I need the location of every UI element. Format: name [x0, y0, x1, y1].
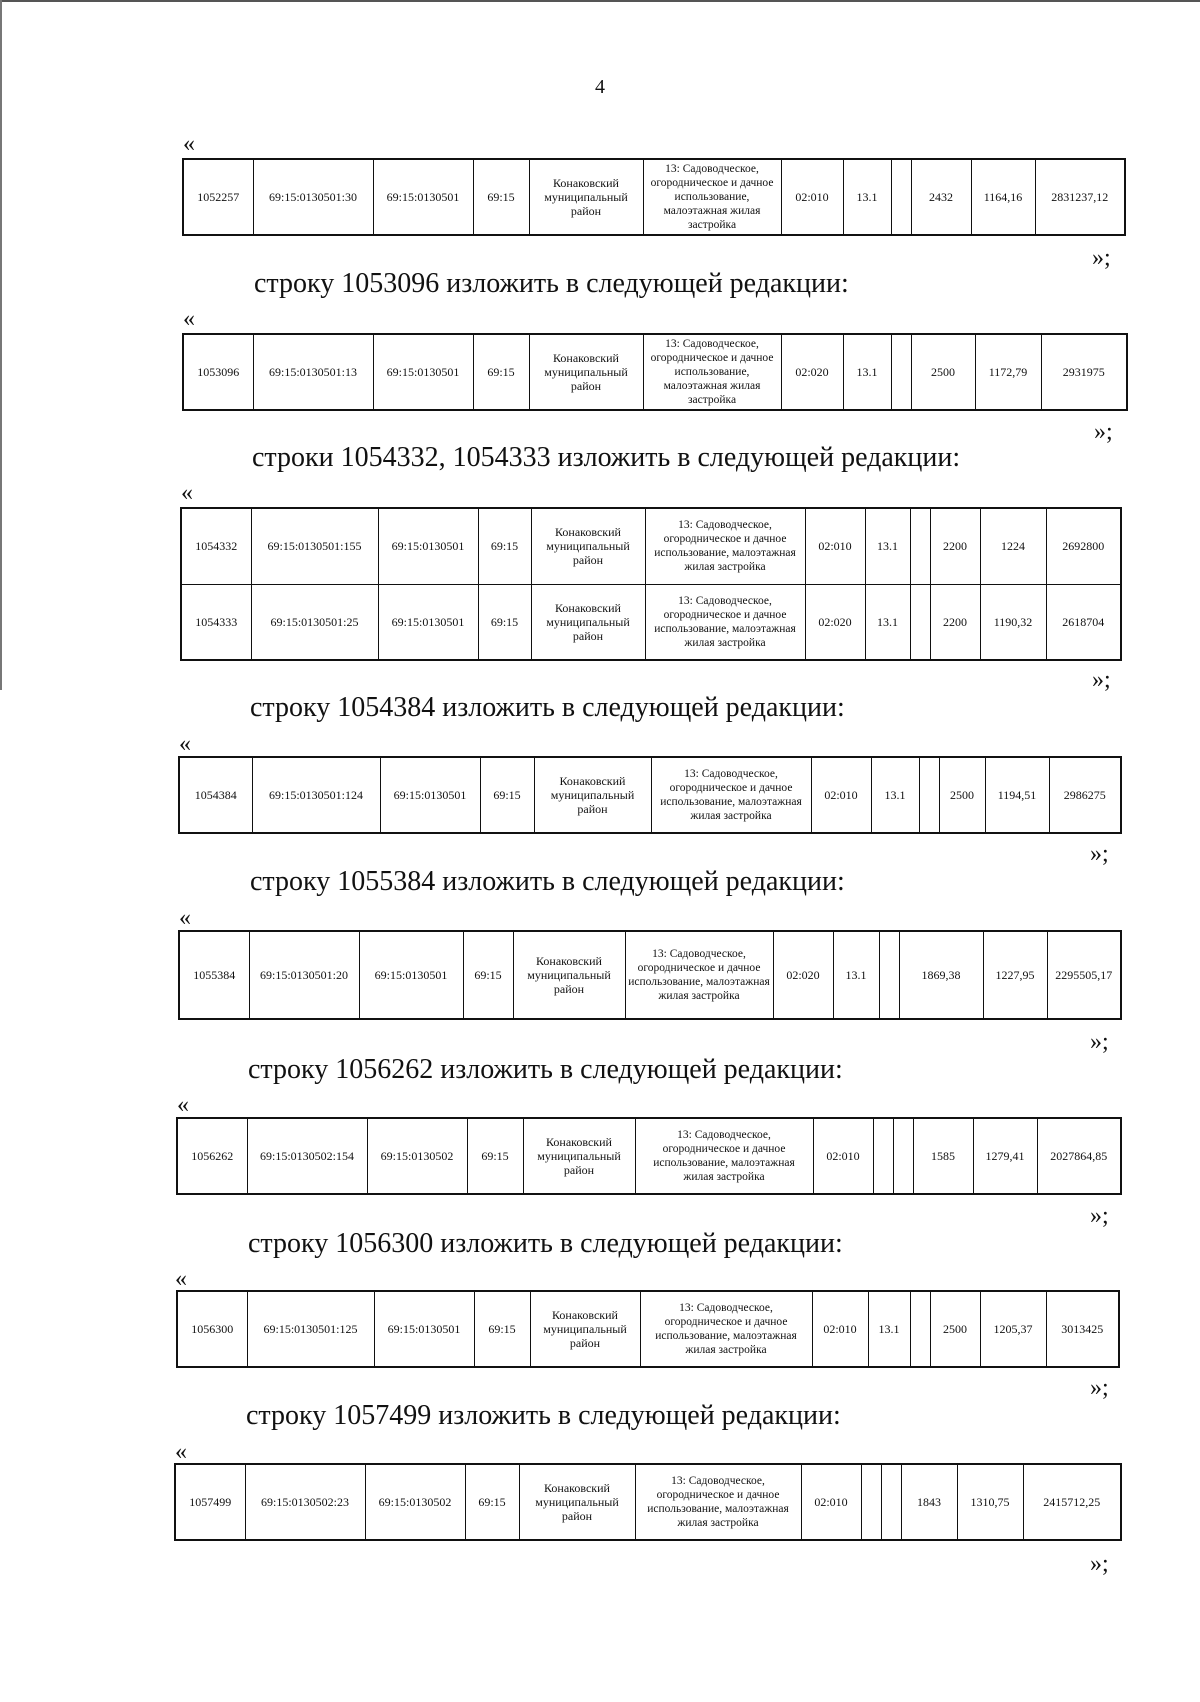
cadastral-number: 69:15:0130501:25 — [251, 584, 378, 660]
land-use: 13: Садоводческое, огородническое и дачное использование, малоэтажная жилая застройка — [645, 508, 805, 584]
cadastral-value: 2831237,12 — [1035, 159, 1125, 235]
row-number: 1055384 — [179, 931, 249, 1019]
cadastral-value: 3013425 — [1046, 1291, 1119, 1367]
cost-code: 02:020 — [773, 931, 833, 1019]
district-code: 69:15 — [478, 584, 531, 660]
district-code: 69:15 — [467, 1118, 523, 1194]
group-code: 13.1 — [843, 159, 891, 235]
cost-code: 02:020 — [781, 334, 843, 410]
opening-quote: « — [177, 1092, 189, 1118]
table-row — [183, 159, 1125, 235]
land-use: 13: Садоводческое, огородническое и дачное использование, малоэтажная жилая застройка — [643, 159, 781, 235]
group-code — [861, 1464, 881, 1540]
table-row — [181, 584, 1121, 660]
empty-cell — [891, 159, 911, 235]
cadastral-value: 2027864,85 — [1037, 1118, 1121, 1194]
table-row — [179, 931, 1121, 1019]
row-number: 1054333 — [181, 584, 251, 660]
closing-quote: »; — [1090, 841, 1109, 867]
closing-quote: »; — [1090, 1203, 1109, 1229]
group-code — [873, 1118, 893, 1194]
specific-value: 1310,75 — [957, 1464, 1023, 1540]
closing-quote: »; — [1094, 419, 1113, 445]
cadastral-quarter: 69:15:0130501 — [373, 334, 473, 410]
cadastral-quarter: 69:15:0130501 — [380, 757, 480, 833]
empty-cell — [910, 584, 930, 660]
empty-cell — [910, 508, 930, 584]
amendment-table — [176, 1290, 1120, 1368]
table-row — [177, 1291, 1119, 1367]
specific-value: 1190,32 — [980, 584, 1046, 660]
cadastral-quarter: 69:15:0130501 — [378, 508, 478, 584]
land-area: 1585 — [913, 1118, 973, 1194]
opening-quote: « — [175, 1266, 187, 1292]
amendment-table — [182, 158, 1126, 236]
section-heading: строку 1056300 изложить в следующей редакции: — [248, 1228, 843, 1259]
row-number: 1053096 — [183, 334, 253, 410]
section-heading: строку 1056262 изложить в следующей редакции: — [248, 1054, 843, 1085]
section-heading: строку 1053096 изложить в следующей редакции: — [254, 268, 849, 299]
land-area: 2432 — [911, 159, 971, 235]
cadastral-value: 2692800 — [1046, 508, 1121, 584]
cadastral-value: 2986275 — [1049, 757, 1121, 833]
specific-value: 1172,79 — [975, 334, 1041, 410]
amendment-table — [174, 1463, 1122, 1541]
row-number: 1057499 — [175, 1464, 245, 1540]
opening-quote: « — [183, 306, 195, 332]
land-use: 13: Садоводческое, огородническое и дачное использование, малоэтажная жилая застройка — [635, 1118, 813, 1194]
row-number: 1054332 — [181, 508, 251, 584]
group-code: 13.1 — [865, 508, 910, 584]
district-code: 69:15 — [463, 931, 513, 1019]
amendment-table — [178, 756, 1122, 834]
table-row — [175, 1464, 1121, 1540]
cadastral-number: 69:15:0130501:125 — [247, 1291, 374, 1367]
cadastral-quarter: 69:15:0130502 — [365, 1464, 465, 1540]
land-use: 13: Садоводческое, огородническое и дачное использование, малоэтажная жилая застройка — [645, 584, 805, 660]
page-number: 4 — [595, 76, 605, 98]
cadastral-quarter: 69:15:0130502 — [367, 1118, 467, 1194]
district-name: Конаковский муниципальный район — [534, 757, 651, 833]
land-use: 13: Садоводческое, огородническое и дачное использование, малоэтажная жилая застройка — [640, 1291, 812, 1367]
empty-cell — [879, 931, 899, 1019]
row-number: 1052257 — [183, 159, 253, 235]
group-code: 13.1 — [833, 931, 879, 1019]
cost-code: 02:010 — [812, 1291, 868, 1367]
cost-code: 02:010 — [813, 1118, 873, 1194]
cadastral-quarter: 69:15:0130501 — [373, 159, 473, 235]
district-name: Конаковский муниципальный район — [531, 508, 645, 584]
cadastral-quarter: 69:15:0130501 — [378, 584, 478, 660]
cadastral-number: 69:15:0130501:13 — [253, 334, 373, 410]
district-code: 69:15 — [473, 334, 529, 410]
cadastral-value: 2415712,25 — [1023, 1464, 1121, 1540]
cadastral-number: 69:15:0130501:124 — [252, 757, 380, 833]
section-heading: строку 1055384 изложить в следующей редакции: — [250, 866, 845, 897]
row-number: 1056300 — [177, 1291, 247, 1367]
cadastral-number: 69:15:0130502:23 — [245, 1464, 365, 1540]
specific-value: 1224 — [980, 508, 1046, 584]
closing-quote: »; — [1090, 1375, 1109, 1401]
table-row — [181, 508, 1121, 584]
cadastral-number: 69:15:0130501:155 — [251, 508, 378, 584]
row-number: 1056262 — [177, 1118, 247, 1194]
section-heading: строки 1054332, 1054333 изложить в следующей редакции: — [252, 442, 961, 473]
cost-code: 02:010 — [801, 1464, 861, 1540]
opening-quote: « — [183, 131, 195, 157]
section-heading: строку 1054384 изложить в следующей редакции: — [250, 692, 845, 723]
cadastral-number: 69:15:0130501:30 — [253, 159, 373, 235]
specific-value: 1279,41 — [973, 1118, 1037, 1194]
opening-quote: « — [181, 480, 193, 506]
closing-quote: »; — [1092, 667, 1111, 693]
group-code: 13.1 — [843, 334, 891, 410]
group-code: 13.1 — [865, 584, 910, 660]
cost-code: 02:020 — [805, 584, 865, 660]
group-code: 13.1 — [871, 757, 919, 833]
district-name: Конаковский муниципальный район — [529, 334, 643, 410]
cadastral-quarter: 69:15:0130501 — [374, 1291, 474, 1367]
cadastral-value: 2295505,17 — [1047, 931, 1121, 1019]
land-area: 1869,38 — [899, 931, 983, 1019]
specific-value: 1164,16 — [971, 159, 1035, 235]
opening-quote: « — [179, 731, 191, 757]
land-area: 1843 — [901, 1464, 957, 1540]
section-heading: строку 1057499 изложить в следующей редакции: — [246, 1400, 841, 1431]
land-area: 2500 — [911, 334, 975, 410]
district-name: Конаковский муниципальный район — [519, 1464, 635, 1540]
district-name: Конаковский муниципальный район — [530, 1291, 640, 1367]
closing-quote: »; — [1090, 1029, 1109, 1055]
district-code: 69:15 — [473, 159, 529, 235]
land-use: 13: Садоводческое, огородническое и дачное использование, малоэтажная жилая застройка — [625, 931, 773, 1019]
cadastral-number: 69:15:0130501:20 — [249, 931, 359, 1019]
opening-quote: « — [175, 1439, 187, 1465]
row-number: 1054384 — [179, 757, 252, 833]
empty-cell — [919, 757, 939, 833]
scan-edge-left — [0, 0, 2, 690]
cadastral-number: 69:15:0130502:154 — [247, 1118, 367, 1194]
district-code: 69:15 — [474, 1291, 530, 1367]
district-name: Конаковский муниципальный район — [531, 584, 645, 660]
district-code: 69:15 — [478, 508, 531, 584]
amendment-table — [180, 507, 1122, 661]
cost-code: 02:010 — [781, 159, 843, 235]
district-name: Конаковский муниципальный район — [523, 1118, 635, 1194]
land-use: 13: Садоводческое, огородническое и дачное использование, малоэтажная жилая застройка — [651, 757, 811, 833]
table-row — [177, 1118, 1121, 1194]
cost-code: 02:010 — [805, 508, 865, 584]
land-use: 13: Садоводческое, огородническое и дачное использование, малоэтажная жилая застройка — [643, 334, 781, 410]
land-area: 2500 — [939, 757, 985, 833]
district-name: Конаковский муниципальный район — [529, 159, 643, 235]
specific-value: 1194,51 — [985, 757, 1049, 833]
district-name: Конаковский муниципальный район — [513, 931, 625, 1019]
empty-cell — [893, 1118, 913, 1194]
amendment-table — [178, 930, 1122, 1020]
amendment-table — [182, 333, 1128, 411]
land-use: 13: Садоводческое, огородническое и дачное использование, малоэтажная жилая застройка — [635, 1464, 801, 1540]
scan-edge-top — [0, 0, 1200, 2]
empty-cell — [910, 1291, 930, 1367]
cadastral-value: 2931975 — [1041, 334, 1127, 410]
cadastral-quarter: 69:15:0130501 — [359, 931, 463, 1019]
amendment-table — [176, 1117, 1122, 1195]
district-code: 69:15 — [480, 757, 534, 833]
land-area: 2200 — [930, 508, 980, 584]
specific-value: 1227,95 — [983, 931, 1047, 1019]
cost-code: 02:010 — [811, 757, 871, 833]
cadastral-value: 2618704 — [1046, 584, 1121, 660]
specific-value: 1205,37 — [980, 1291, 1046, 1367]
district-code: 69:15 — [465, 1464, 519, 1540]
table-row — [183, 334, 1127, 410]
closing-quote: »; — [1092, 245, 1111, 271]
land-area: 2500 — [930, 1291, 980, 1367]
land-area: 2200 — [930, 584, 980, 660]
opening-quote: « — [179, 905, 191, 931]
empty-cell — [891, 334, 911, 410]
group-code: 13.1 — [868, 1291, 910, 1367]
table-row — [179, 757, 1121, 833]
closing-quote: »; — [1090, 1551, 1109, 1577]
empty-cell — [881, 1464, 901, 1540]
